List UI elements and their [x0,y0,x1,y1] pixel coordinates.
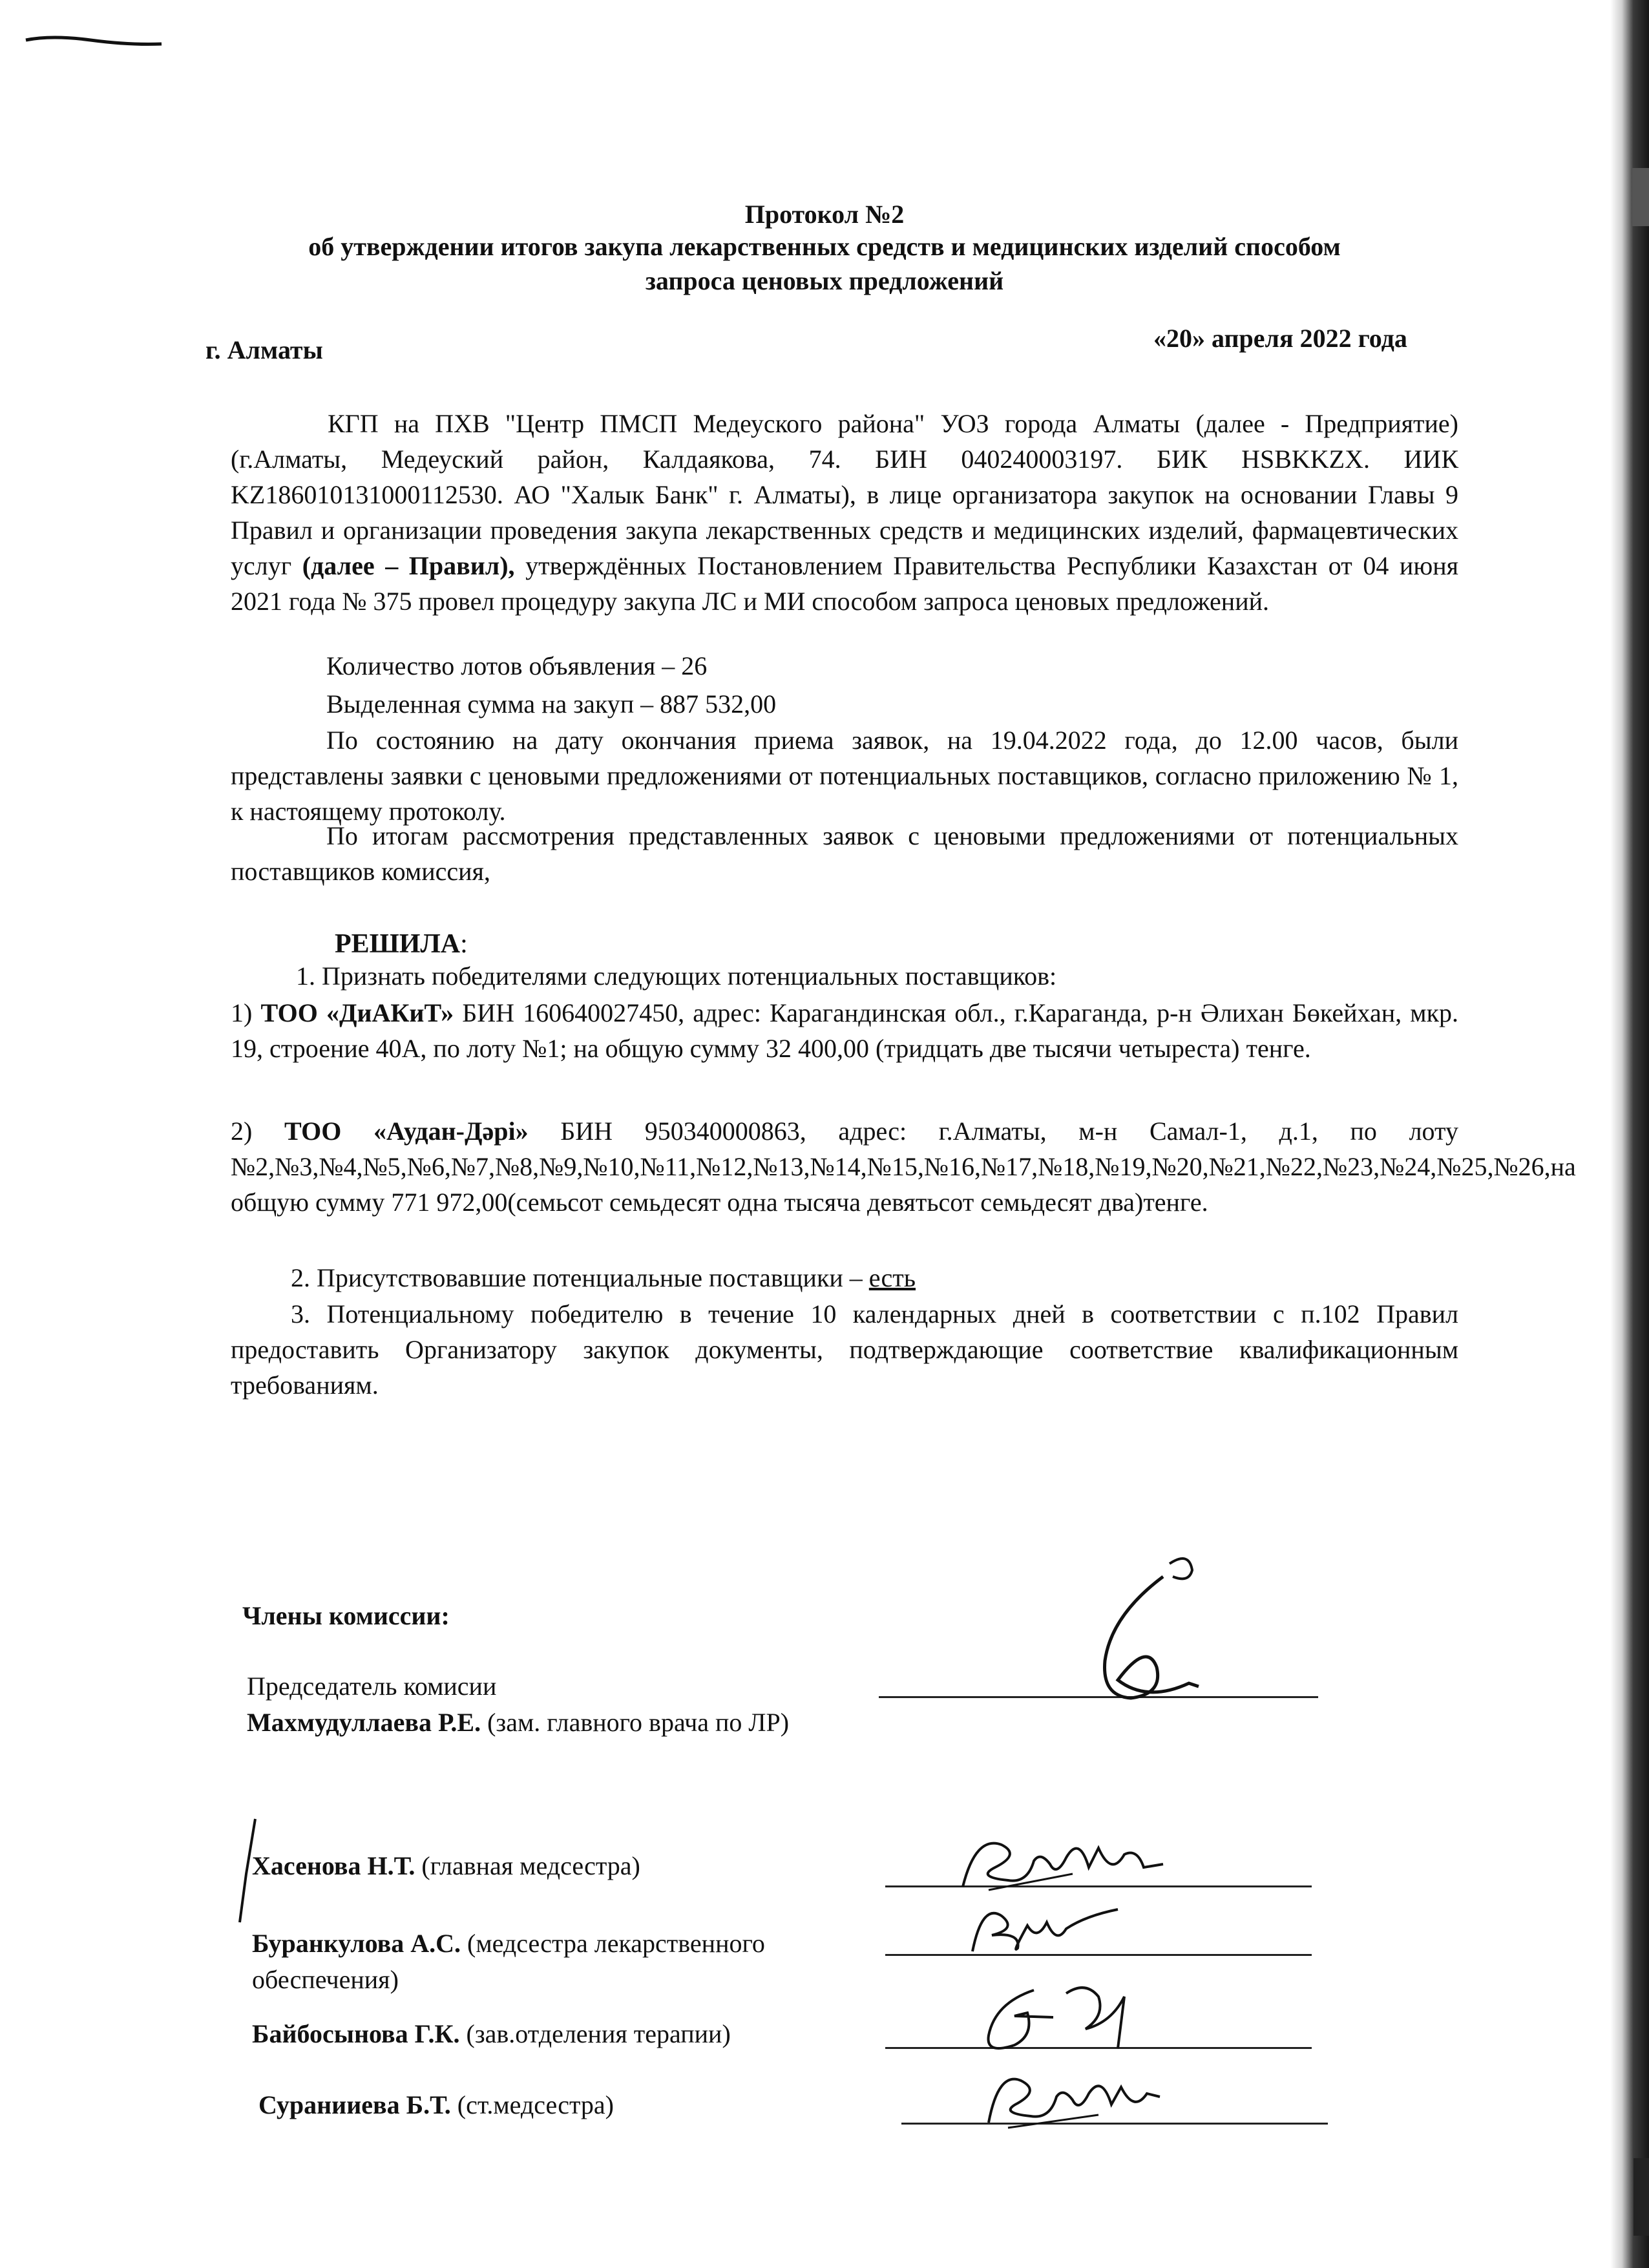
decision-item-1: 1. Признать победителями следующих потенциальных поставщиков: [296,961,1057,991]
decision-heading: РЕШИЛА: [335,929,468,959]
decision-item-2: 2. Присутствовавшие потенциальные поставщики – есть [291,1263,916,1292]
commission-member: Суранииева Б.Т. (ст.медсестра) [258,2090,614,2119]
city: г. Алматы [205,335,323,364]
scan-edge [1610,0,1649,2268]
protocol-subtitle: об утверждении итогов закупа лекарственных средств и медицинских изделий способом [308,232,1341,261]
commission-member-chair: Председатель комисии Махмудуллаева Р.Е. (зам. главного врача по ЛР) [247,1672,790,1737]
allocated-sum: Выделенная сумма на закуп – 887 532,00 [326,689,777,719]
winner-1: 1) ТОО «ДиАКиТ» БИН 160640027450, адрес: Карагандинская обл., г.Караганда, р-н Әлихан Бөкейхан, мкр. 19, строение 40А, по лоту №1; на общую сумму 32 400,00 (тридцать две тысячи четыреста) тенге. [231,998,1458,1063]
protocol-date: «20» апреля 2022 года [1153,324,1407,353]
scan-mark-icon [13,26,168,52]
protocol-subtitle-cont: запроса ценовых предложений [645,266,1004,295]
commission-member: Байбосынова Г.К. (зав.отделения терапии) [252,2019,731,2048]
signature-icon [1034,1551,1228,1719]
winner-2: 2) ТОО «Аудан-Дәрі» БИН 950340000863, адрес: г.Алматы, м-н Самал-1, д.1, по лоту №2,№3,№4,№5,№6,№7,№8,№9,№10,№11,№12,№13,№14,№15,№16,№17,№18,№19,№20,№21,№22,№23,№24,№25,№26,на общую сумму 771 972,00(семьсот семьдесят одна тысяча девятьсот семьдесят два)тенге. [231,1117,1576,1217]
commission-heading: Члены комиссии: [242,1601,450,1630]
hand-mark-icon [235,1816,260,1926]
protocol-title: Протокол №2 [744,200,905,229]
lots-count: Количество лотов объявления – 26 [326,651,708,680]
signature-icon [950,1829,1170,1900]
deadline-paragraph: По состоянию на дату окончания приема заявок, на 19.04.2022 года, до 12.00 часов, были представлены заявки с ценовыми предложениями от потенциальных поставщиков, согласно приложению № 1, к настоящему протоколу. [231,726,1458,826]
intro-paragraph: КГП на ПХВ "Центр ПМСП Медеуского района" УОЗ города Алматы (далее - Предприятие) (г.Алматы, Медеуский район, Калдаякова, 74. БИН 040240003197. БИК HSBKKZX. ИИК KZ186010131000112530. АО "Халык Банк" г. Алматы), в лице организатора закупок на основании Главы 9 Правил и организации проведения закупа лекарственных средств и медицинских изделий, фармацевтических услуг (далее – Правил), утверждённых Постановлением Правительства Республики Казахстан от 04 июня 2021 года № 375 провел процедуру закупа ЛС и МИ способом запроса ценовых предложений. [231,409,1459,616]
commission-member: Хасенова Н.Т. (главная медсестра) [252,1851,640,1880]
signature-icon [956,1977,1150,2061]
signature-icon [969,2064,1163,2136]
commission-member: Буранкулова А.С. (медсестра лекарственного обеспечения) [252,1929,765,1994]
results-paragraph: По итогам рассмотрения представленных заявок с ценовыми предложениями от потенциальных поставщиков комиссия, [231,821,1458,886]
decision-item-3: 3. Потенциальному победителю в течение 10 календарных дней в соответствии с п.102 Правил предоставить Организатору закупок документы, подтверждающие соответствие квалификационным требованиям. [231,1299,1458,1400]
signature-icon [956,1896,1124,1961]
